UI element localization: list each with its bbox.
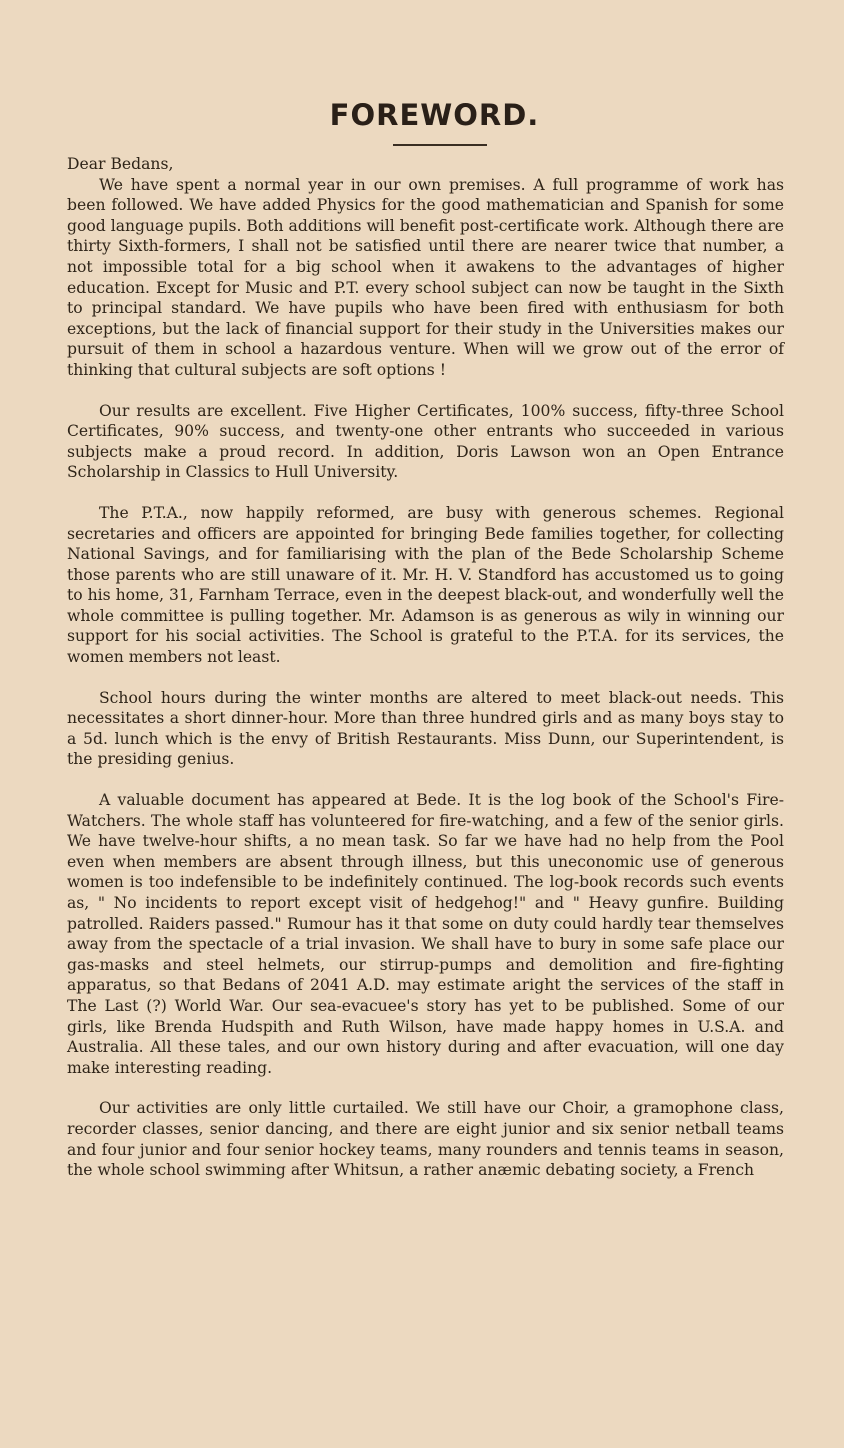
paragraph-3: The P.T.A., now happily reformed, are busy with generous schemes. Regional secretaries and officers are appointed for bringing Bede families together, for collecting National Savings, and for familiarising with the plan of the Bede Scholarship Scheme those parents who are still unaware of it. Mr. H. V. Standford has accustomed us to going to his home, 31, Farnham Terrace, even in the deepest black-out, and wonderfully well the whole committee is pulling together. Mr. Adamson is as generous as wily in winning our support for his social activities. The School is grateful to the P.T.A. for its services, the women members not least. [67, 503, 784, 667]
paragraph-5: A valuable document has appeared at Bede. It is the log book of the School's Fire-Watchers. The whole staff has volunteered for fire-watching, and a few of the senior girls. We have twelve-hour shifts, a no mean task. So far we have had no help from the Pool even when members are absent through illness, but this uneconomic use of generous women is too indefensible to be indefinitely continued. The log-book records such events as, " No incidents to report except visit of hedgehog!" and " Heavy gunfire. Building patrolled. Raiders passed." Rumour has it that some on duty could hardly tear themselves away from the spectacle of a trial invasion. We shall have to bury in some safe place our gas-masks and steel helmets, our stirrup-pumps and demolition and fire-fighting apparatus, so that Bedans of 2041 A.D. may estimate aright the services of the staff in The Last (?) World War. Our sea-evacuee's story has yet to be published. Some of our girls, like Brenda Hudspith and Ruth Wilson, have made happy homes in U.S.A. and Australia. All these tales, and our own history during and after evacuation, will one day make interesting reading. [67, 791, 784, 1077]
paragraph-6: Our activities are only little curtailed. We still have our Choir, a gramophone class, recorder classes, senior dancing, and there are eight junior and six senior netball teams and four junior and four senior hockey teams, many rounders and tennis teams in season, the whole school swimming after Whitsun, a rather anæmic debating society, a French [67, 1099, 784, 1180]
paragraph-2: Our results are excellent. Five Higher Certificates, 100% success, fifty-three School Certificates, 90% success, and twenty-one other entrants who succeeded in various subjects make a proud record. In addition, Doris Lawson won an Open Entrance Scholarship in Classics to Hull University. [67, 401, 784, 482]
paragraph-1: We have spent a normal year in our own premises. A full programme of work has been followed. We have added Physics for the good mathematician and Spanish for some good language pupils. Both additions will benefit post-certificate work. Although there are thirty Sixth-formers, I shall not be satisfied until there are nearer twice that number, a not impossible total for a big school when it awakens to the advantages of higher education. Except for Music and P.T. every school subject can now be taught in the Sixth to principal standard. We have pupils who have been fired with enthusiasm for both exceptions, but the lack of financial support for their study in the Universities makes our pursuit of them in school a hazardous venture. When will we grow out of the error of thinking that cultural subjects are soft options ! [67, 175, 784, 379]
salutation: Dear Bedans, [67, 155, 174, 173]
title-rule [393, 144, 487, 146]
page-title: FOREWORD. [329, 98, 540, 132]
foreword-body [67, 154, 784, 1181]
paragraph-4: School hours during the winter months are altered to meet black-out needs. This necessitates a short dinner-hour. More than three hundred girls and as many boys stay to a 5d. lunch which is the envy of British Restaurants. Miss Dunn, our Superintendent, is the presiding genius. [67, 688, 784, 769]
